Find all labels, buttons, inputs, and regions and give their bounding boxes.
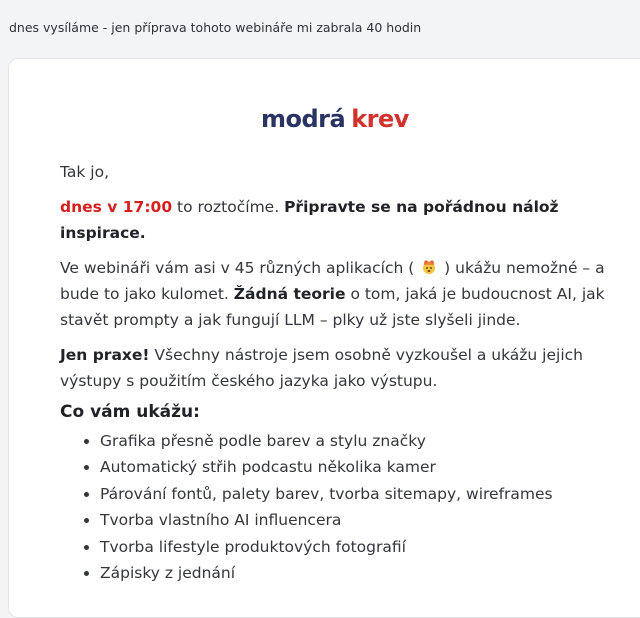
paragraph-time-text: to roztočíme. [172,198,285,216]
paragraph-time-bold: Připravte se na pořádnou nálož inspirace. [60,198,559,242]
logo-part-modra: modrá [261,105,346,133]
list-item: • Automatický střih podcastu několika kamer [100,454,620,480]
feature-list [60,428,620,586]
paragraph-webinar-text2: ) ukážu nemožné – a bude to jako kulomet. [60,259,605,303]
paragraph-practice [60,342,620,394]
list-item: • Párování fontů, palety barev, tvorba sitemapy, wireframes [100,481,620,507]
practice-bold: Jen praxe! [60,346,150,364]
list-item: • Zápisky z jednání [100,560,620,586]
no-theory-bold: Žádná teorie [233,285,346,303]
list-item: • Tvorba lifestyle produktových fotografií [100,534,620,560]
exploding-head-emoji-icon [421,259,437,275]
paragraph-webinar-text1: Ve webináři vám asi v 45 různých aplikacích ( [60,259,420,277]
paragraph-webinar [60,255,620,333]
paragraph-practice-text: Všechny nástroje jsem osobně vyzkoušel a ukážu jejich výstupy s použitím českého jazyka jako výstupu. [60,346,583,390]
brand-logo[interactable] [261,105,409,135]
email-subject: dnes vysíláme - jen příprava tohoto webináře mi zabrala 40 hodin [9,20,422,35]
paragraph-time [60,194,620,246]
section-heading: Co vám ukážu: [60,402,200,422]
time-highlight: dnes v 17:00 [60,198,173,216]
list-item: • Grafika přesně podle barev a stylu značky [100,428,620,454]
email-content [60,159,620,586]
email-body-card [8,58,640,618]
greeting: Tak jo, [60,163,110,181]
logo-part-krev: krev [351,105,409,133]
paragraph-webinar-text3: o tom, jaká je budoucnost AI, jak stavět prompty a jak fungují LLM – plky už jste slyšeli jinde. [60,285,605,329]
list-item: • Tvorba vlastního AI influencera [100,507,620,533]
